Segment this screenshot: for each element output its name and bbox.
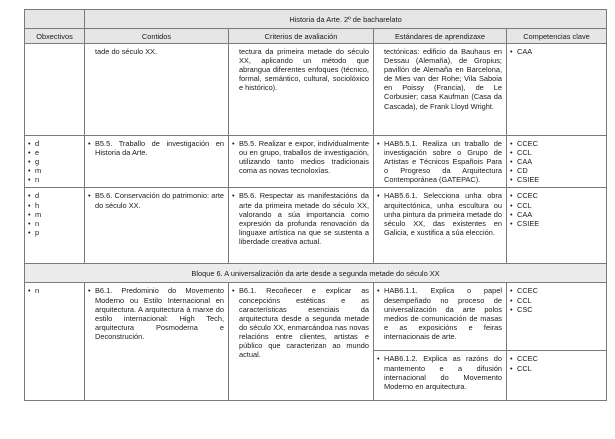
criteria-text: • B6.1. Recoñecer e explicar as concepcións estéticas e as características esenciais da arquitectura desde a segunda metade do século XX, enmarcándoa nas novas relacións entre clientes, artistas e público que caracterizan ao mundo actual.: [232, 286, 369, 359]
table-row: [25, 44, 607, 136]
objectives-list: [28, 191, 80, 236]
objective-item: • n: [28, 175, 80, 184]
standards-cell: [374, 188, 507, 264]
competence-item: • CAA: [510, 47, 602, 56]
objective-item: • h: [28, 201, 80, 210]
competences-cell: [507, 44, 607, 136]
curriculum-page: [24, 9, 606, 401]
standards-cell: [374, 44, 507, 136]
competence-item: • CCL: [510, 364, 602, 373]
objective-item: • m: [28, 210, 80, 219]
criteria-text: • B5.6. Respectar as manifestacións da arte da primeira metade do século XX, valorando a súa importancia como expresión da profunda renovación da linguaxe artística na que se sustenta a liberdade creativa actual.: [232, 191, 369, 246]
competence-item: • CCEC: [510, 139, 602, 148]
criteria-cell: [229, 44, 374, 136]
content-cell: [85, 44, 229, 136]
competence-item: • CCL: [510, 296, 602, 305]
standards-cell: [374, 283, 507, 351]
table-title-row: [25, 10, 607, 29]
competence-item: • CCEC: [510, 354, 602, 363]
standards-text: • HAB6.1.2. Explica as razóns do mantemento e a difusión internacional do Movemento Moderno en arquitectura.: [377, 354, 502, 390]
content-text: tade do século XX.: [95, 47, 158, 56]
standards-text: • HAB6.1.1. Explica o papel desempeñado no proceso de universalización da arte polos medios de comunicación de masas e as exposicións e feiras internacionais de arte.: [377, 286, 502, 341]
column-header-contents: Contidos: [85, 29, 229, 44]
content-cell: [85, 188, 229, 264]
standards-cell: [374, 136, 507, 188]
column-header-competences: Competencias clave: [507, 29, 607, 44]
competence-item: • CSC: [510, 305, 602, 314]
objectives-cell: [25, 283, 85, 401]
objective-item: • n: [28, 286, 80, 295]
competence-item: • CCEC: [510, 191, 602, 200]
standards-text: • HAB5.5.1. Realiza un traballo de investigación sobre o Grupo de Artistas e Técnicos Españois Para o Progreso da Arquitectura Contemporánea (GATEPAC).: [377, 139, 502, 184]
competence-item: • CSIEE: [510, 219, 602, 228]
column-header-objectives: Obxectivos: [25, 29, 85, 44]
competences-cell: [507, 351, 607, 401]
competences-list: [510, 191, 602, 227]
competences-cell: [507, 283, 607, 351]
competences-cell: [507, 136, 607, 188]
standards-cell: [374, 351, 507, 401]
standards-text: tectónicas: edificio da Bauhaus en Dessau (Alemaña), de Gropius; pavillón de Alemaña en Barcelona, de Mies van der Rohe; Vila Saboia en Poissy (Francia), de Le Corbusier; casa Kaufman (Casa da Cascada), de Frank Lloyd Wright.: [384, 47, 502, 111]
objective-item: • m: [28, 166, 80, 175]
objective-item: • g: [28, 157, 80, 166]
competences-list: [510, 47, 602, 56]
objective-item: • e: [28, 148, 80, 157]
competences-list: [510, 139, 602, 184]
competence-item: • CCL: [510, 201, 602, 210]
column-header-row: [25, 29, 607, 44]
criteria-cell: [229, 188, 374, 264]
criteria-text: tectura da primeira metade do século XX, aplicando un método que abrangua diferentes enfoques (técnico, formal, semántico, cultural, sociolóxico e histórico).: [239, 47, 369, 93]
criteria-text: • B5.5. Realizar e expor, individualmente ou en grupo, traballos de investigación, utilizando tanto medios tradicionais coma as novas tecnoloxías.: [232, 139, 369, 175]
objectives-cell: [25, 44, 85, 136]
standards-text: • HAB5.6.1. Selecciona unha obra arquitectónica, unha escultura ou unha pintura da primeira metade do século XX, das existentes en Galicia, e xustifica a súa elección.: [377, 191, 502, 236]
content-text: • B6.1. Predominio do Movemento Moderno ou Estilo Internacional en arquitectura. A arquitectura á marxe do estilo internacional: High Tech, arquitectura Posmoderna e Deconstrución.: [88, 286, 224, 341]
criteria-cell: [229, 136, 374, 188]
block-title: Bloque 6. A universalización da arte desde a segunda metade do século XX: [25, 264, 607, 283]
table-row: [25, 283, 607, 351]
objectives-list: [28, 286, 80, 295]
competences-cell: [507, 188, 607, 264]
table-row: [25, 136, 607, 188]
competence-item: • CCEC: [510, 286, 602, 295]
content-cell: [85, 136, 229, 188]
content-cell: [85, 283, 229, 401]
criteria-cell: [229, 283, 374, 401]
objectives-cell: [25, 136, 85, 188]
objective-item: • n: [28, 219, 80, 228]
competence-item: • CCL: [510, 148, 602, 157]
content-text: • B5.5. Traballo de investigación en Historia da Arte.: [88, 139, 224, 157]
header-corner: [25, 10, 85, 29]
objectives-cell: [25, 188, 85, 264]
competences-list: [510, 286, 602, 313]
table-title: Historia da Arte. 2º de bacharelato: [85, 10, 607, 29]
table-row: [25, 188, 607, 264]
curriculum-table: [24, 9, 607, 401]
competence-item: • CD: [510, 166, 602, 175]
competence-item: • CSIEE: [510, 175, 602, 184]
objective-item: • d: [28, 139, 80, 148]
competence-item: • CAA: [510, 157, 602, 166]
content-text: • B5.6. Conservación do patrimonio: arte do século XX.: [88, 191, 224, 209]
competence-item: • CAA: [510, 210, 602, 219]
block-header-row: [25, 264, 607, 283]
column-header-standards: Estándares de aprendizaxe: [374, 29, 507, 44]
competences-list: [510, 354, 602, 372]
objective-item: • p: [28, 228, 80, 237]
column-header-criteria: Criterios de avaliación: [229, 29, 374, 44]
objective-item: • d: [28, 191, 80, 200]
objectives-list: [28, 139, 80, 184]
